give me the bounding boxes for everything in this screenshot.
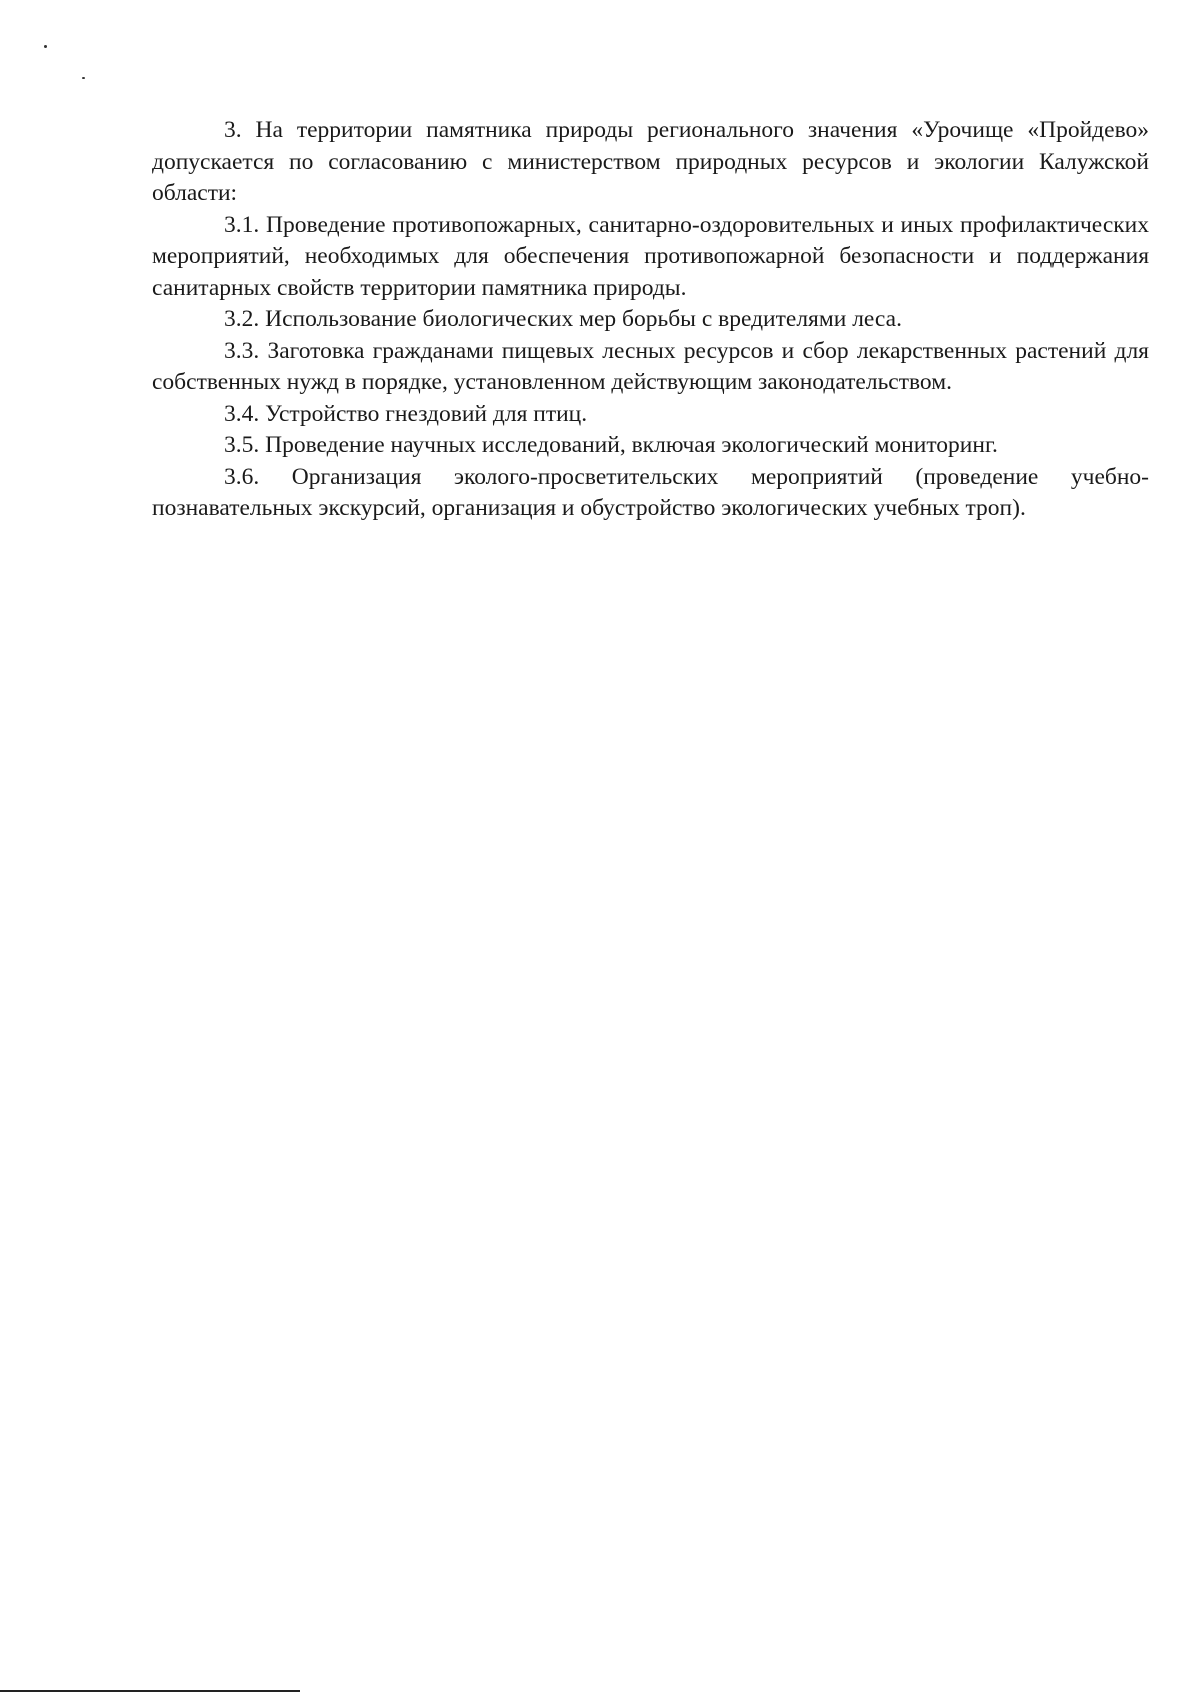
paragraph-3-1: 3.1. Проведение противопожарных, санитарно-оздоровительных и иных профилактических мероприятий, необходимых для обеспечения противопожарной безопасности и поддержания санитарных свойств территории памятника природы. [152, 211, 1149, 301]
paragraph-3-5: 3.5. Проведение научных исследований, включая экологический мониторинг. [224, 432, 998, 458]
paragraph-3-3: 3.3. Заготовка гражданами пищевых лесных ресурсов и сбор лекарственных растений для собственных нужд в порядке, установленном действующим законодательством. [152, 337, 1149, 395]
scan-artifact-dot [44, 45, 47, 48]
paragraph-3-6: 3.6. Организация эколого-просветительских мероприятий (проведение учебно-познавательных экскурсий, организация и обустройство экологических учебных троп). [152, 463, 1149, 521]
bottom-edge-rule [0, 1690, 300, 1692]
paragraph-3: 3. На территории памятника природы регионального значения «Урочище «Пройдево» допускается по согласованию с министерством природных ресурсов и экологии Калужской области: [152, 117, 1149, 206]
scan-artifact-dot [82, 77, 85, 79]
document-body [152, 115, 1149, 525]
paragraph-3-4: 3.4. Устройство гнездовий для птиц. [224, 400, 588, 427]
paragraph-3-2: 3.2. Использование биологических мер борьбы с вредителями леса. [224, 306, 902, 332]
